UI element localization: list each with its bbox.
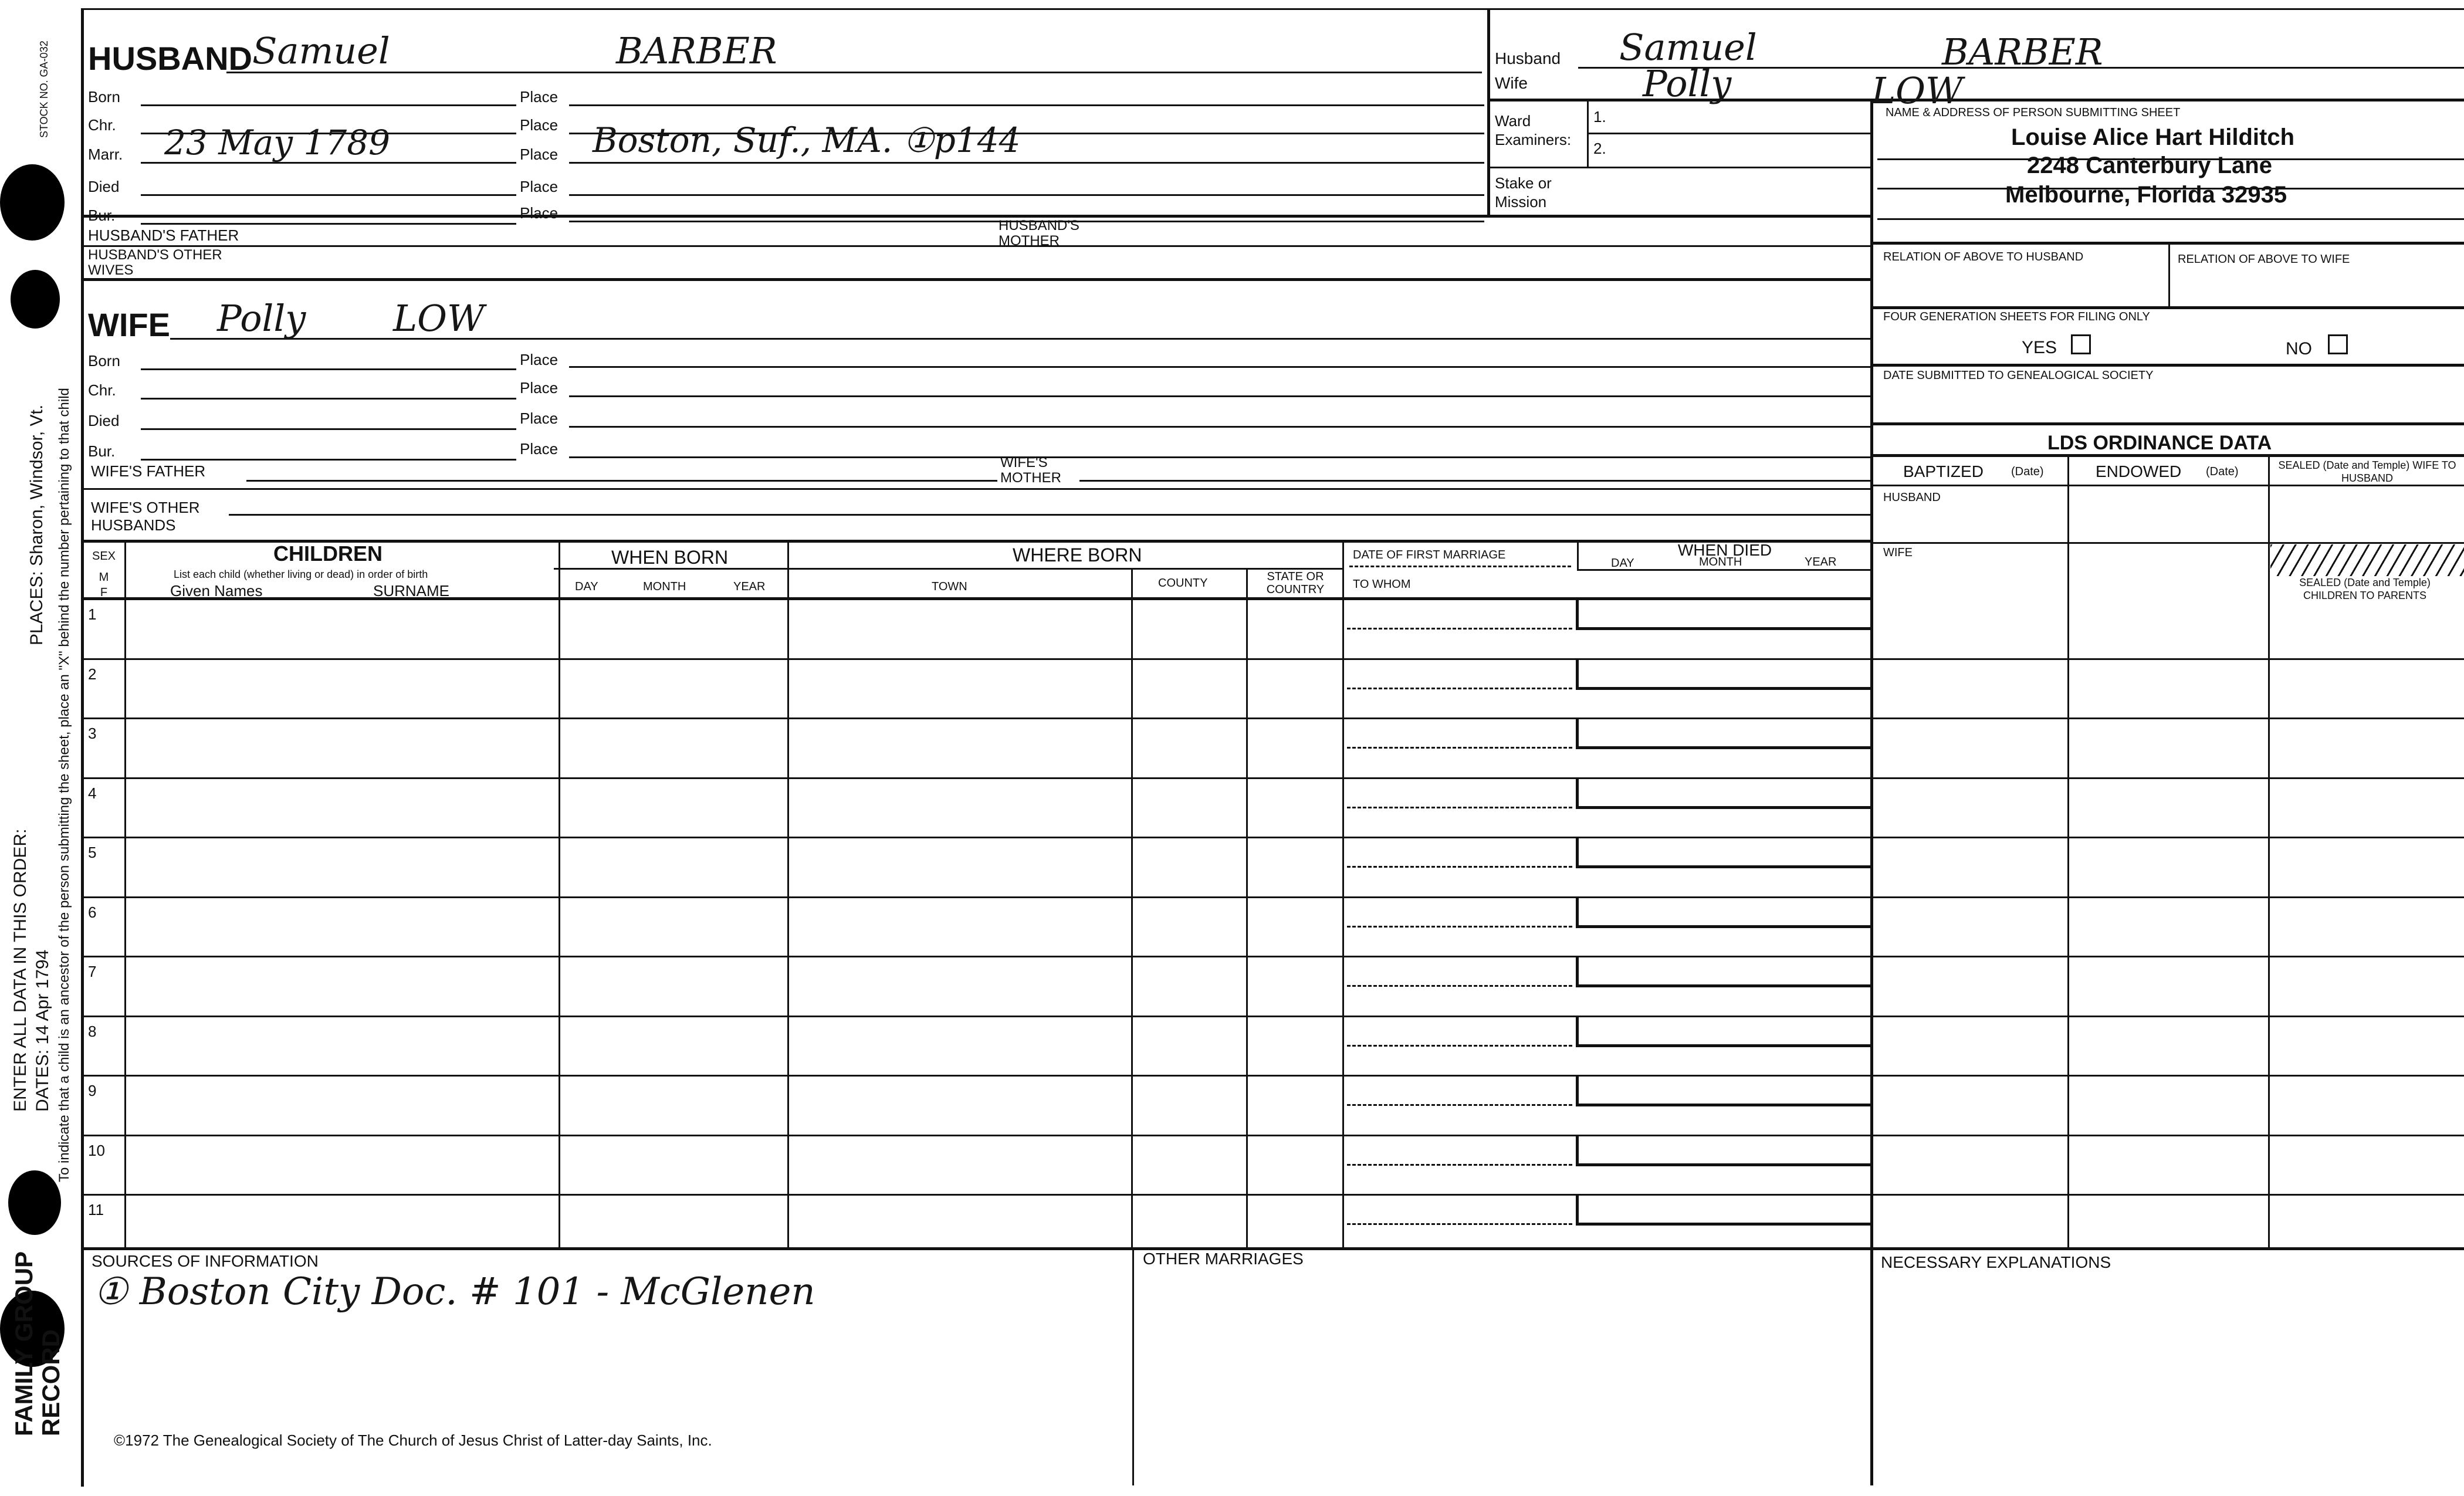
dates-line: DATES: 14 Apr 1794 (33, 949, 52, 1112)
wife-parents-rule (82, 488, 1871, 490)
child-row-rule (82, 777, 2464, 779)
lds-title: LDS ORDINANCE DATA (2047, 432, 2272, 454)
sources-text: ① Boston City Doc. # 101 - McGlenen (94, 1270, 815, 1314)
submitter-name: Louise Alice Hart Hilditch (2011, 124, 2295, 150)
child-row-number: 2 (88, 665, 97, 683)
children-title: CHILDREN (273, 541, 383, 566)
child-marriage-dash (1347, 1223, 1572, 1225)
date-submitted-bottom-rule (1871, 422, 2464, 425)
col-county-right (1246, 568, 1248, 1250)
husband-marr-place-line (569, 162, 1484, 164)
husband-heading: HUSBAND (88, 40, 252, 77)
children-sex-label: SEX (92, 550, 116, 563)
lds-endowed-label: ENDOWED (2096, 462, 2182, 480)
husband-bur-place-label: Place (520, 204, 559, 222)
husband-other-wives-label: HUSBAND'S OTHER WIVES (88, 247, 222, 278)
child-row-rule (82, 1075, 2464, 1077)
husband-mother-label: HUSBAND'S MOTHER (999, 218, 1079, 249)
child-died-bracket (1576, 659, 1871, 690)
stake-mission-label: Stake or Mission (1495, 174, 1552, 211)
state-label: STATE OR COUNTRY (1266, 570, 1325, 596)
husband-born-place-label: Place (520, 88, 559, 106)
child-row-number: 8 (88, 1023, 97, 1040)
col-state-right (1342, 540, 1344, 1250)
sources-label: SOURCES OF INFORMATION (92, 1252, 319, 1270)
child-died-bracket (1576, 1195, 1871, 1226)
other-marriages-label: OTHER MARRIAGES (1143, 1250, 1304, 1268)
wife-given-name: Polly (217, 297, 306, 340)
child-row-number: 4 (88, 784, 97, 802)
husband-marr-date: 23 May 1789 (164, 123, 391, 163)
form-title: FAMILY GROUP RECORD (10, 1251, 65, 1436)
lds-hatched-area (2270, 544, 2464, 576)
husband-surname: BARBER (616, 29, 777, 72)
header-husband-given: Samuel (1619, 26, 1757, 69)
husband-father-line (82, 245, 1871, 247)
child-row-rule (82, 1194, 2464, 1196)
footer-divider (1132, 1247, 1134, 1485)
child-marriage-dash (1347, 807, 1572, 808)
child-marriage-dash (1347, 1045, 1572, 1047)
wife-born-place-line (569, 366, 1871, 368)
necessary-explanations-label: NECESSARY EXPLANATIONS (1881, 1253, 2111, 1271)
child-died-bracket (1576, 600, 1871, 630)
first-marriage-dash (1349, 566, 1571, 567)
submitter-label: NAME & ADDRESS OF PERSON SUBMITTING SHEET (1886, 106, 2181, 119)
copyright: ©1972 The Genealogical Society of The Church of Jesus Christ of Latter-day Saints, Inc. (114, 1431, 712, 1449)
husband-chr-label: Chr. (88, 116, 116, 134)
wife-other-husbands-line (229, 514, 1871, 516)
husband-died-line (141, 194, 516, 196)
husband-name-line (226, 72, 1482, 73)
examiner-1: 1. (1593, 108, 1606, 126)
col-names-right (559, 540, 560, 1250)
wife-chr-line (141, 398, 516, 400)
wife-died-line (141, 428, 516, 430)
submitter-line-1 (1877, 158, 2464, 160)
child-row-number: 5 (88, 844, 97, 861)
ward-examiners-label: Ward Examiners: (1495, 112, 1572, 148)
header-box-bottom (1487, 99, 2464, 101)
header-husband-surname: BARBER (1942, 31, 2103, 73)
child-marriage-dash (1347, 985, 1572, 987)
husband-section-bottom (82, 278, 1871, 281)
wife-born-place-label: Place (520, 351, 559, 368)
husband-given-name: Samuel (252, 29, 390, 72)
relation-husband-label: RELATION OF ABOVE TO HUSBAND (1883, 251, 2084, 263)
wife-heading: WIFE (88, 306, 170, 343)
child-row-number: 6 (88, 903, 97, 921)
wife-father-label: WIFE'S FATHER (91, 462, 206, 480)
lds-header-rule (1871, 485, 2464, 486)
four-gen-yes-checkbox[interactable] (2071, 334, 2091, 354)
enter-order-line: ENTER ALL DATA IN THIS ORDER: (11, 828, 30, 1112)
wife-died-place-line (569, 426, 1871, 428)
child-row-number: 1 (88, 605, 97, 623)
lds-title-rule (1871, 454, 2464, 457)
child-marriage-dash (1347, 688, 1572, 689)
wife-bur-label: Bur. (88, 442, 116, 460)
child-row-number: 9 (88, 1082, 97, 1099)
col-sex-right (124, 540, 126, 1250)
header-wife-given: Polly (1643, 62, 1732, 105)
child-died-bracket (1576, 719, 1871, 749)
child-row-rule (82, 658, 2464, 660)
wife-died-place-label: Place (520, 409, 559, 427)
wife-chr-label: Chr. (88, 381, 116, 399)
died-month-label: MONTH (1699, 556, 1742, 568)
county-label: COUNTY (1158, 577, 1208, 590)
children-subheader-rule (554, 568, 1342, 570)
child-marriage-dash (1347, 866, 1572, 868)
wife-born-line (141, 368, 516, 370)
stock-number: STOCK NO. GA-032 (38, 40, 50, 138)
lds-wife-label: WIFE (1883, 546, 1913, 559)
child-row-rule (82, 837, 2464, 838)
child-died-bracket (1576, 1076, 1871, 1106)
child-row-number: 11 (88, 1201, 104, 1219)
husband-parents-rule (82, 215, 1871, 218)
examiner-2: 2. (1593, 140, 1606, 157)
lds-sealed-c2p-label: SEALED (Date and Temple) CHILDREN TO PARENTS (2299, 577, 2431, 601)
header-box-left (1487, 8, 1490, 216)
first-marriage-label: DATE OF FIRST MARRIAGE (1353, 549, 1506, 561)
child-marriage-dash (1347, 747, 1572, 749)
relation-wife-label: RELATION OF ABOVE TO WIFE (2178, 253, 2350, 266)
child-row-rule (82, 1016, 2464, 1017)
binder-hole-3 (8, 1170, 61, 1235)
four-gen-bottom-rule (1871, 364, 2464, 367)
lds-sealed-w2h-label: SEALED (Date and Temple) WIFE TO HUSBAND (2278, 459, 2456, 484)
frame-top-left (82, 8, 1487, 10)
wife-other-husbands-label: WIFE'S OTHER HUSBANDS (91, 499, 200, 534)
to-whom-label: TO WHOM (1353, 578, 1411, 591)
when-born-label: WHEN BORN (611, 547, 729, 568)
children-m-label: M (99, 571, 109, 584)
child-row-rule (82, 956, 2464, 957)
husband-died-place-label: Place (520, 178, 559, 195)
child-died-bracket (1576, 1136, 1871, 1166)
wife-mother-line (1079, 480, 1871, 482)
wife-bur-place-line (569, 456, 1871, 458)
husband-born-label: Born (88, 88, 120, 106)
wife-chr-place-line (569, 395, 1871, 397)
husband-died-place-line (569, 194, 1484, 196)
husband-marr-place: Boston, Suf., MA. ①p144 (593, 120, 1021, 160)
wife-died-label: Died (88, 412, 120, 429)
submitter-line-2 (1877, 188, 2464, 189)
ward-bottom-line (1487, 167, 1870, 168)
four-gen-no-label: NO (2286, 339, 2312, 358)
children-instruction: List each child (whether living or dead) in order of birth (174, 568, 428, 580)
husband-born-place-line (569, 104, 1484, 106)
child-died-bracket (1576, 957, 1871, 987)
col-town-right (1131, 568, 1133, 1250)
child-row-rule (82, 896, 2464, 898)
when-died-rule (1577, 569, 1871, 571)
header-wife-surname: LOW (1871, 69, 1963, 112)
child-died-bracket (1576, 1017, 1871, 1047)
lds-husband-label: HUSBAND (1883, 491, 1941, 504)
husband-bur-line (141, 223, 516, 225)
died-year-label: YEAR (1805, 556, 1837, 568)
child-marriage-dash (1347, 926, 1572, 928)
child-marriage-dash (1347, 628, 1572, 629)
born-month-label: MONTH (643, 580, 686, 593)
lds-baptized-date-note: (Date) (2011, 465, 2044, 478)
submitter-line-3 (1877, 218, 2464, 220)
lds-endowed-date-note: (Date) (2206, 465, 2239, 478)
child-row-number: 3 (88, 725, 97, 742)
lds-baptized-label: BAPTIZED (1903, 462, 1984, 480)
relation-top-rule (1871, 242, 2464, 245)
child-row-rule (82, 717, 2464, 719)
wife-surname: LOW (393, 297, 485, 340)
lds-husband-rule (1871, 542, 2464, 544)
born-year-label: YEAR (733, 580, 766, 593)
lds-col-1 (2067, 454, 2069, 1247)
binder-hole-2 (11, 270, 60, 329)
town-label: TOWN (932, 580, 967, 593)
four-gen-yes-label: YES (2022, 338, 2057, 357)
children-surname-label: SURNAME (373, 582, 450, 600)
when-died-label: WHEN DIED (1677, 541, 1772, 559)
born-day-label: DAY (575, 580, 598, 593)
col-born-right (787, 540, 789, 1250)
lds-col-2 (2268, 454, 2270, 1247)
relation-bottom-rule (1871, 306, 2464, 309)
child-row-number: 10 (88, 1142, 105, 1159)
died-day-label: DAY (1611, 557, 1634, 570)
husband-marr-place-label: Place (520, 145, 559, 163)
submitter-city: Melbourne, Florida 32935 (2005, 182, 2287, 208)
relation-divider (2168, 242, 2170, 307)
binder-hole-1 (0, 164, 65, 241)
husband-died-label: Died (88, 178, 120, 195)
child-died-bracket (1576, 779, 1871, 809)
wife-chr-place-label: Place (520, 379, 559, 397)
examiner-1-line (1587, 133, 1870, 134)
col-marriage-right (1577, 540, 1579, 570)
wife-bur-line (141, 459, 516, 461)
four-gen-label: FOUR GENERATION SHEETS FOR FILING ONLY (1883, 310, 2150, 323)
child-died-bracket (1576, 838, 1871, 868)
header-husband-label: Husband (1495, 49, 1561, 67)
child-marriage-dash (1347, 1104, 1572, 1106)
places-line: PLACES: Sharon, Windsor, Vt. (27, 404, 46, 645)
child-row-number: 7 (88, 963, 97, 980)
wife-mother-label: WIFE'S MOTHER (1000, 455, 1061, 486)
wife-bur-place-label: Place (520, 440, 559, 458)
child-died-bracket (1576, 898, 1871, 928)
submitter-street: 2248 Canterbury Lane (2027, 153, 2272, 178)
wife-father-line (246, 480, 997, 482)
ancestor-note: To indicate that a child is an ancestor of the person submitting the sheet, place an "X" behind the number pertaining to that child (56, 388, 72, 1182)
husband-chr-place-label: Place (520, 116, 559, 134)
husband-born-line (141, 104, 516, 106)
where-born-label: WHERE BORN (1013, 544, 1142, 566)
header-wife-label: Wife (1495, 74, 1528, 92)
child-row-rule (82, 1135, 2464, 1136)
date-submitted-label: DATE SUBMITTED TO GENEALOGICAL SOCIETY (1883, 369, 2154, 382)
child-marriage-dash (1347, 1164, 1572, 1166)
husband-bur-label: Bur. (88, 207, 116, 224)
husband-father-label: HUSBAND'S FATHER (88, 226, 239, 244)
husband-marr-label: Marr. (88, 145, 123, 163)
children-given-names-label: Given Names (170, 582, 263, 600)
four-gen-no-checkbox[interactable] (2328, 334, 2348, 354)
frame-left (81, 8, 84, 1487)
header-box-top (1487, 8, 2464, 10)
wife-born-label: Born (88, 352, 120, 370)
children-f-label: F (100, 586, 108, 599)
